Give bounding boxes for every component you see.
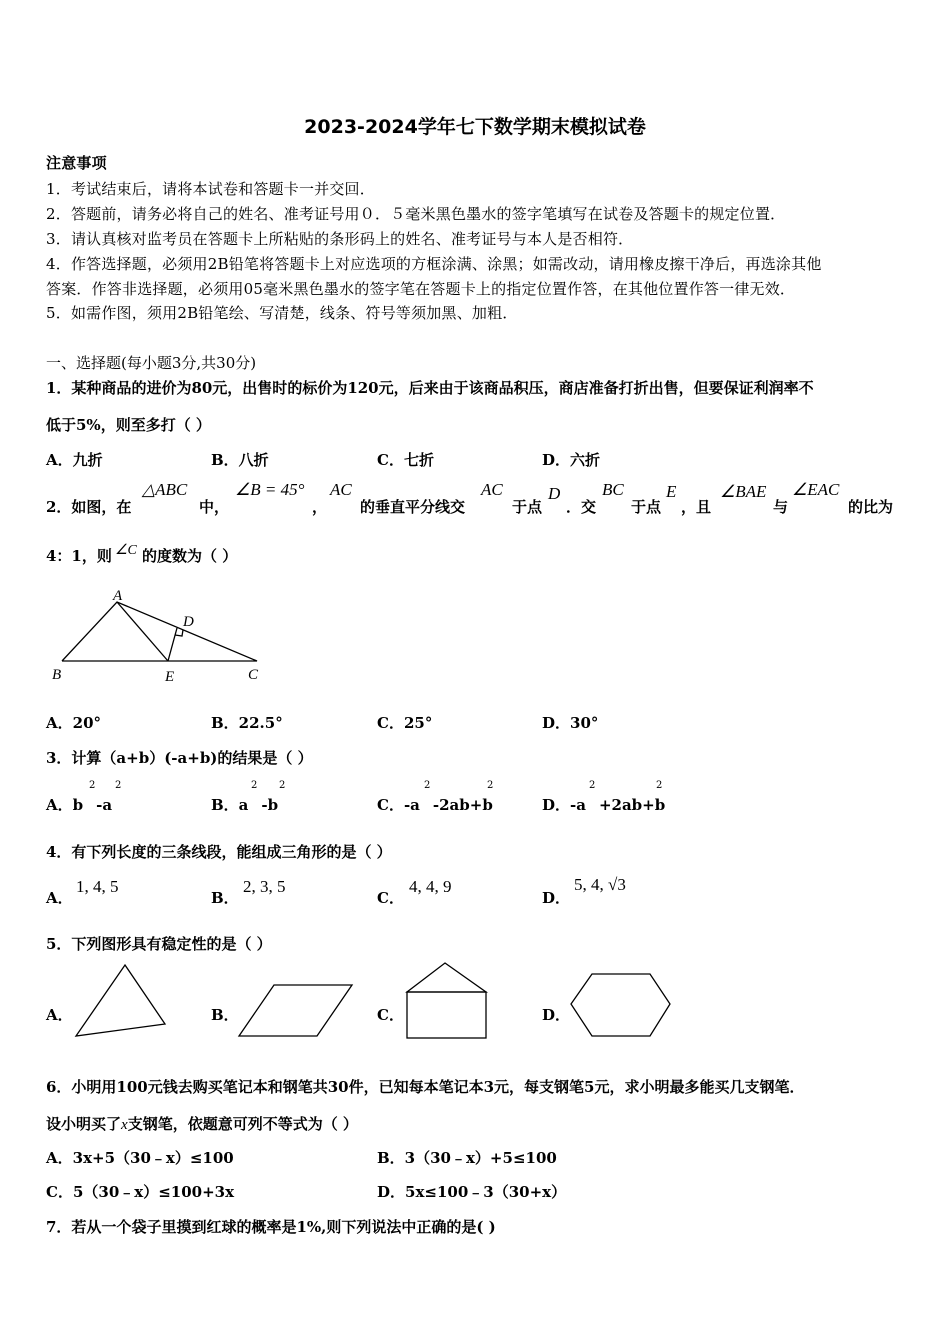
label-c: C (248, 667, 259, 683)
question-1-line1: 1．某种商品的进价为80元，出售时的标价为120元，后来由于该商品积压，商店准备打折出售，但要保证利润率不 (46, 379, 814, 397)
q1-option-a: A．九折 (46, 451, 103, 469)
q6-option-a: A．3x+5（30﹣x）≤100 (46, 1149, 234, 1167)
q2-text: 与 (773, 498, 789, 516)
superscript: 2 (656, 780, 663, 791)
q2-math: ∠C (115, 543, 137, 558)
q2-math: BC (602, 480, 624, 499)
notice-item: 1．考试结束后，请将本试卷和答题卡一并交回． (46, 180, 375, 198)
q2-line2: 的度数为（ ） (142, 547, 238, 565)
q2-math: ∠EAC (792, 480, 840, 499)
q2-text: ，且 (681, 498, 712, 516)
question-4: 4．有下列长度的三条线段，能组成三角形的是（ ） (46, 843, 392, 861)
q6-option-d: D．5x≤100﹣3（30+x） (377, 1183, 567, 1201)
q4-option-d-math: 5, 4, √3 (574, 875, 626, 894)
q6-variable: x (121, 1117, 128, 1133)
q2-text: 中， (199, 498, 230, 516)
q2-text: 于点 (512, 498, 543, 516)
q4-option-c-math: 4, 4, 9 (409, 877, 452, 896)
q3-option-tail: -b (261, 796, 279, 814)
q6-text: 设小明买了 (46, 1115, 122, 1133)
page-title: 2023-2024学年七下数学期末模拟试卷 (304, 116, 646, 138)
q5-option-a: A． (46, 1006, 73, 1024)
question-1-line2: 低于5%，则至多打（ ） (46, 416, 211, 434)
q2-math: AC (330, 480, 352, 499)
question-5: 5．下列图形具有稳定性的是（ ） (46, 935, 272, 953)
q5-option-d: D． (542, 1006, 571, 1024)
notice-item: 答案．作答非选择题，必须用05毫米黑色墨水的签字笔在答题卡上的指定位置作答，在其他位置作答一律无效． (46, 280, 796, 298)
q2-math: ∠BAE (720, 482, 767, 501)
question-6-line1: 6．小明用100元钱去购买笔记本和钢笔共30件，已知每本笔记本3元，每支钢笔5元，求小明最多能买几支钢笔． (46, 1078, 805, 1096)
notice-item: 5．如需作图，须用2B铅笔绘、写清楚，线条、符号等须加黑、加粗． (46, 304, 518, 322)
q2-option-b: B．22.5° (211, 714, 283, 732)
q2-math: E (666, 482, 677, 501)
q2-text: ， (312, 498, 328, 516)
q3-option-label: C．-a (377, 796, 420, 814)
label-a: A (113, 588, 123, 604)
q3-option-label: B．a (211, 796, 249, 814)
label-d: D (183, 614, 194, 630)
q2-text: 的垂直平分线交 (360, 498, 466, 516)
q2-text: 2．如图，在 (46, 498, 132, 516)
shape-triangle (72, 962, 172, 1042)
shape-parallelogram (236, 982, 356, 1042)
q2-math: △ABC (142, 480, 188, 499)
segment-ae (117, 602, 168, 661)
triangle-figure (40, 588, 280, 688)
q3-option-tail: -a (96, 796, 113, 814)
label-e: E (165, 669, 175, 685)
superscript: 2 (279, 780, 286, 791)
q5-option-c: C． (377, 1006, 404, 1024)
q6-option-b: B．3（30﹣x）+5≤100 (377, 1149, 557, 1167)
shape-house (404, 960, 492, 1042)
q2-text: 于点 (631, 498, 662, 516)
question-7: 7．若从一个袋子里摸到红球的概率是1%,则下列说法中正确的是( ) (46, 1218, 496, 1236)
q2-text: ．交 (566, 498, 597, 516)
superscript: 2 (251, 780, 258, 791)
q4-option-b: B． (211, 889, 239, 907)
q4-option-d: D． (542, 889, 571, 907)
notice-item: 3．请认真核对监考员在答题卡上所粘贴的条形码上的姓名、准考证号与本人是否相符． (46, 230, 634, 248)
perpendicular-de (168, 628, 177, 661)
q4-option-b-math: 2, 3, 5 (243, 877, 286, 896)
q4-option-a: A． (46, 889, 73, 907)
notice-heading: 注意事项 (46, 154, 107, 172)
q3-option-label: D．-a (542, 796, 586, 814)
q3-option-label: A．b (46, 796, 84, 814)
q6-option-c: C．5（30﹣x）≤100+3x (46, 1183, 235, 1201)
section-heading: 一、选择题(每小题3分,共30分) (46, 354, 257, 372)
q3-option-a (46, 794, 112, 815)
q2-text: 的比为 (848, 498, 894, 516)
q3-option-c (377, 794, 493, 815)
q2-math: D (548, 484, 561, 503)
q3-option-tail: +2ab+b (598, 796, 666, 814)
q1-option-d: D．六折 (542, 451, 601, 469)
label-b: B (52, 667, 62, 683)
notice-item: 2．答题前，请务必将自己的姓名、准考证号用０．５毫米黑色墨水的签字笔填写在试卷及答题卡的规定位置． (46, 205, 786, 223)
superscript: 2 (89, 780, 96, 791)
superscript: 2 (115, 780, 122, 791)
q3-option-d (542, 794, 665, 815)
q1-option-b: B．八折 (211, 451, 269, 469)
superscript: 2 (487, 780, 494, 791)
q5-option-b: B． (211, 1006, 239, 1024)
q2-option-a: A．20° (46, 714, 102, 732)
notice-item: 4．作答选择题，必须用2B铅笔将答题卡上对应选项的方框涂满、涂黑；如需改动，请用橡皮擦干净后，再选涂其他 (46, 255, 822, 273)
q3-option-b (211, 794, 278, 815)
superscript: 2 (589, 780, 596, 791)
q2-math: ∠B = 45° (235, 480, 305, 499)
q6-text: 支钢笔，依题意可列不等式为（ ） (127, 1115, 358, 1133)
q2-option-c: C．25° (377, 714, 433, 732)
q3-option-tail: -2ab+b (432, 796, 493, 814)
q2-line2: 4：1，则 (46, 547, 112, 565)
q2-math: AC (481, 480, 503, 499)
q1-option-c: C．七折 (377, 451, 434, 469)
q4-option-a-math: 1, 4, 5 (76, 877, 119, 896)
question-6-line2 (46, 1113, 358, 1134)
shape-hexagon (568, 970, 674, 1040)
superscript: 2 (424, 780, 431, 791)
q4-option-c: C． (377, 889, 404, 907)
q2-option-d: D．30° (542, 714, 599, 732)
question-3: 3．计算（a+b）(-a+b)的结果是（ ） (46, 749, 313, 767)
